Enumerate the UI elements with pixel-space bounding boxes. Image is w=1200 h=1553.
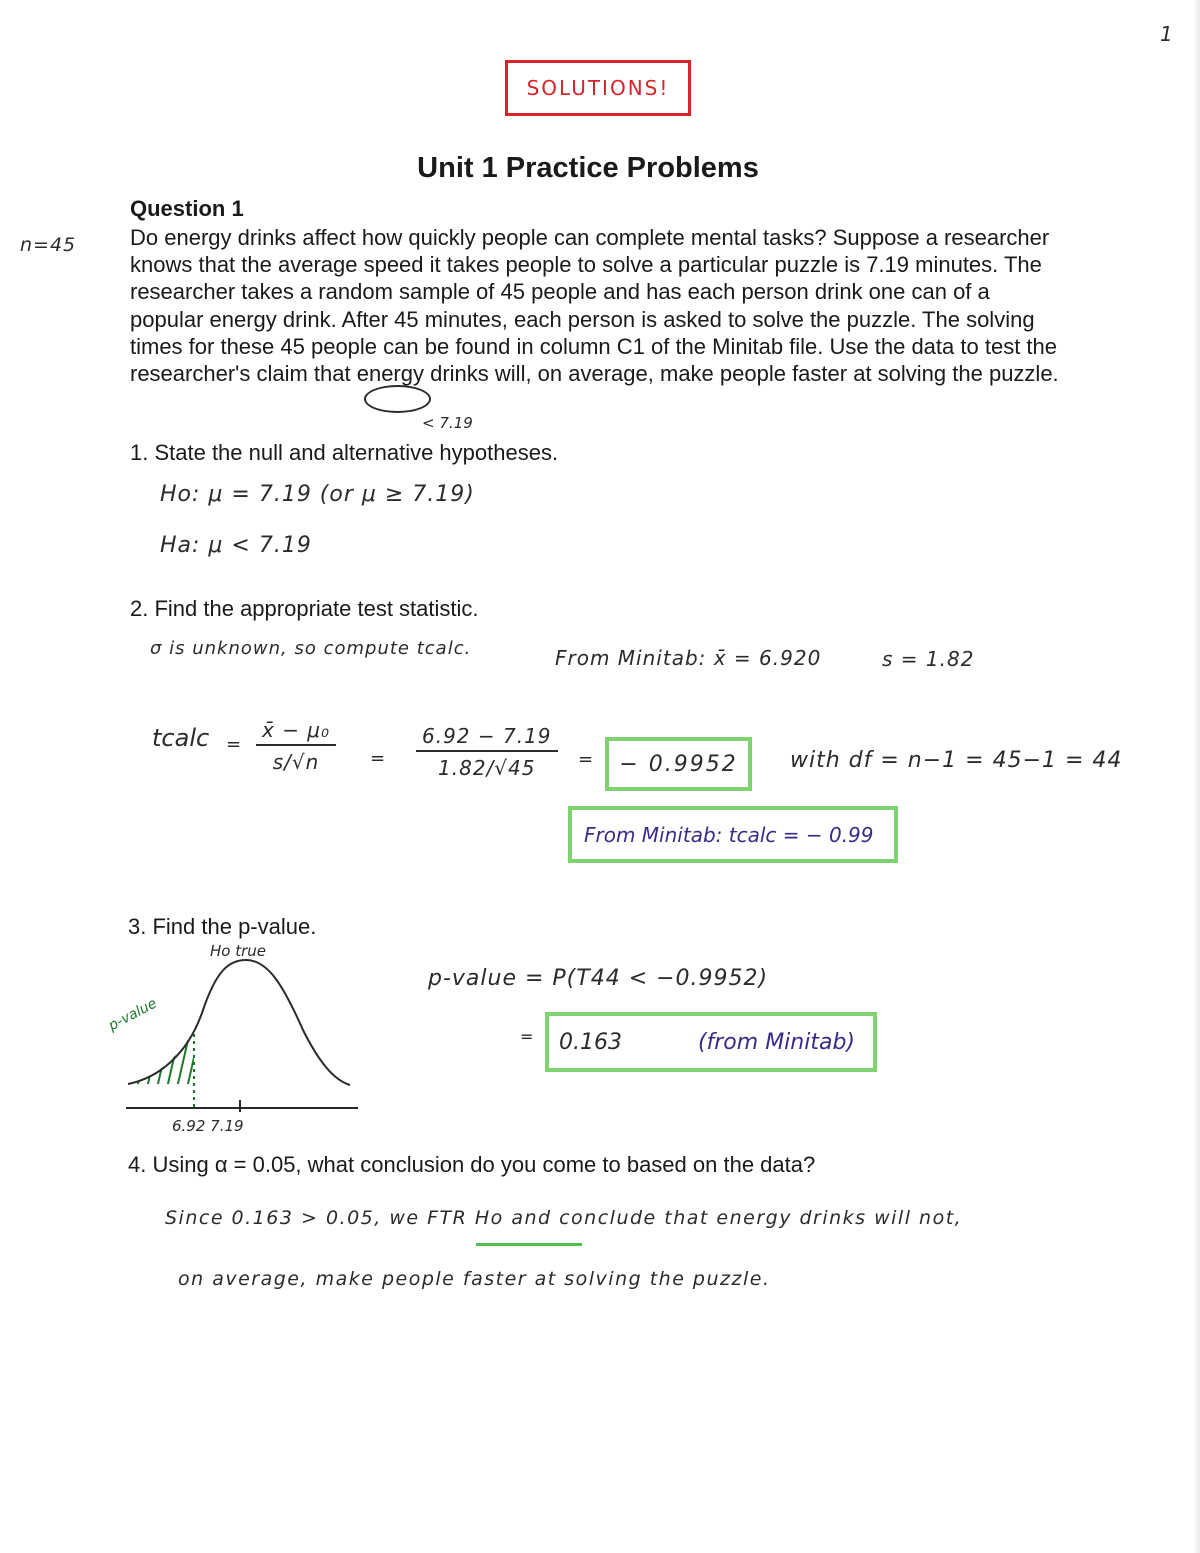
ho-true-label: Ho true [210,942,267,960]
plugged-denominator: 1.82/√45 [438,756,536,780]
minitab-tcalc-box: From Minitab: tcalc = − 0.99 [568,806,898,863]
sigma-unknown-note: σ is unknown, so compute tcalc. [150,638,472,659]
plugged-numerator: 6.92 − 7.19 [416,724,558,752]
tcalc-label: tcalc [152,724,210,752]
conclusion-line-1: Since 0.163 > 0.05, we FTR Ho and conclude that energy drinks will not, [165,1207,963,1229]
null-hypothesis: Ho: μ = 7.19 (or μ ≥ 7.19) [160,482,475,507]
step-2-prompt: 2. Find the appropriate test statistic. [130,596,479,621]
equals-sign: = [578,749,594,770]
equals-sign: = [370,748,386,769]
scan-edge [1193,0,1200,1553]
axis-labels: 6.92 7.19 [172,1117,244,1135]
formula-numerator: x̄ − μ₀ [256,718,336,746]
conclusion-line-2: on average, make people faster at solving the puzzle. [178,1268,771,1290]
sample-sd: s = 1.82 [882,647,975,671]
pvalue-value: 0.163 [559,1029,622,1055]
solutions-stamp: SOLUTIONS! [505,60,691,116]
tcalc-result-box: − 0.9952 [605,737,752,791]
shaded-tail [132,1040,198,1110]
formula-denominator: s/√n [272,750,320,774]
pvalue-side-label: p-value [106,995,160,1035]
plugged-fraction [416,724,558,780]
pvalue-source: (from Minitab) [697,1029,855,1055]
density-curve [128,960,350,1085]
margin-note: n=45 [20,234,77,256]
question-text: Do energy drinks affect how quickly people can complete mental tasks? Suppose a researcher knows that the average speed it takes people to solve a particular puzzle is 7.19 minutes. The researcher takes a random sample of 45 people and has each person drink one can of a popular energy drink. After 45 minutes, each person is asked to solve the puzzle. The solving times for these 45 people can be found in column C1 of the Minitab file. Use the data to test the researcher's claim that energy drinks will, on average, make people faster at solving the puzzle. [130,225,1059,387]
step-3-prompt: 3. Find the p-value. [128,914,317,939]
equals-sign: = [226,734,242,755]
step-1-prompt: 1. State the null and alternative hypotheses. [130,440,559,465]
t-distribution-sketch [118,940,368,1120]
step-4-prompt: 4. Using α = 0.05, what conclusion do you come to based on the data? [128,1152,816,1177]
circle-annotation [364,385,431,413]
formula-fraction [256,718,336,774]
question-heading: Question 1 [130,196,244,221]
annotation-less-than: < 7.19 [422,414,473,432]
degrees-of-freedom: with df = n−1 = 45−1 = 44 [790,748,1123,773]
minitab-mean: From Minitab: x̄ = 6.920 [555,646,822,670]
page-title: Unit 1 Practice Problems [417,152,759,184]
alternative-hypothesis: Ha: μ < 7.19 [160,533,312,558]
pvalue-expression: p-value = P(T44 < −0.9952) [428,966,769,991]
page-number: 1 [1160,22,1173,46]
equals-sign: = [520,1027,534,1046]
ftr-underline [476,1243,582,1246]
pvalue-result-box [545,1012,877,1072]
